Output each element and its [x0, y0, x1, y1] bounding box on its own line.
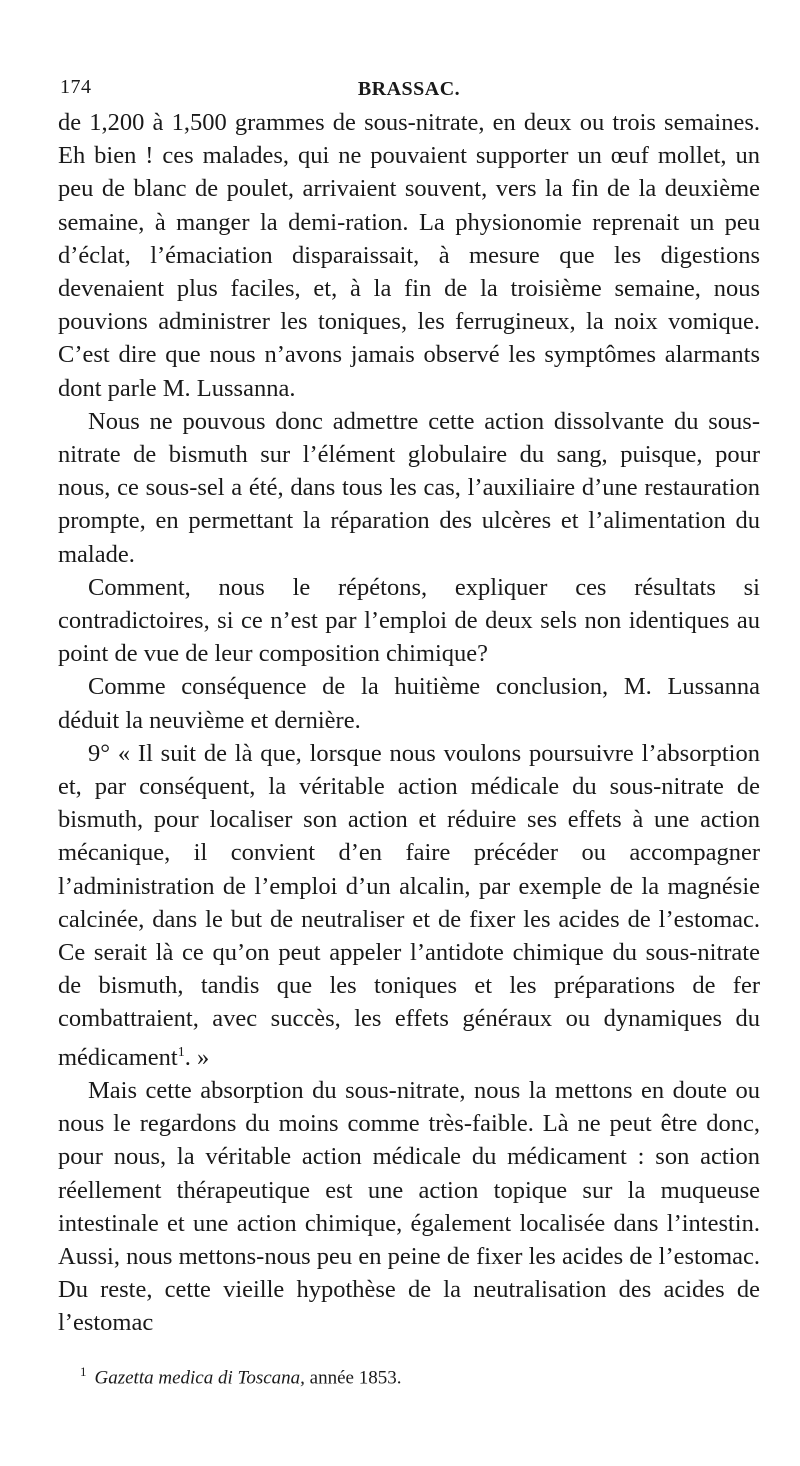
footnote [80, 1364, 401, 1389]
quoted-conclusion [58, 737, 760, 1074]
paragraph: Comme conséquence de la huitième conclusion, M. Lussanna déduit la neuvième et dernière. [58, 673, 760, 734]
running-title: BRASSAC. [357, 78, 461, 100]
body-text [58, 106, 760, 1340]
paragraph: de 1,200 à 1,500 grammes de sous-nitrate, en deux ou trois semaines. Eh bien ! ces malades, qui ne pouvaient supporter un œuf mollet, un peu de blanc de poulet, arrivaient souvent, vers la fin de la deuxième semaine, à manger la demi-ration. La physionomie reprenait un peu d’éclat, l’émaciation disparaissait, à mesure que les digestions devenaient plus faciles, et, à la fin de la troisième semaine, nous pouvions administrer les toniques, les ferrugineux, la noix vomique. C’est dire que nous n’avons jamais observé les symptômes alarmants dont parle M. Lussanna. [58, 109, 760, 402]
paragraph: Mais cette absorption du sous-nitrate, nous la mettons en doute ou nous le regardons du moins comme très-faible. Là ne peut être donc, pour nous, la véritable action médicale du médicament : son action réellement thérapeutique est une action topique sur la muqueuse intestinale et une action chimique, également localisée dans l’intestin. Aussi, nous mettons-nous peu en peine de fixer les acides de l’estomac. Du reste, cette vieille hypothèse de la neutralisation des acides de l’estomac [58, 1077, 760, 1337]
paragraph: Nous ne pouvous donc admettre cette action dissolvante du sous-nitrate de bismuth sur l’élément globulaire du sang, puisque, pour nous, ce sous-sel a été, dans tous les cas, l’auxiliaire d’une restauration prompte, en permettant la réparation des ulcères et l’alimentation du malade. [58, 407, 760, 568]
quoted-conclusion-text: 9° « Il suit de là que, lorsque nous voulons poursuivre l’absorption et, par conséquent, la véritable action médicale du sous-nitrate de bismuth, pour localiser son action et réduire ses effets à une action mécanique, il convient d’en faire précéder ou accompagner l’administration de l’emploi d’un alcalin, par exemple de la magnésie calcinée, dans le but de neutraliser et de fixer les acides de l’estomac. Ce serait là ce qu’on peut appeler l’antidote chimique du sous-nitrate de bismuth, tandis que les toniques et les préparations de fer combattraient, avec succès, les effets généraux ou dynamiques du médicament [58, 739, 760, 1071]
page-number: 174 [60, 76, 92, 98]
footnote-reference: 1 [177, 1044, 185, 1060]
quote-closing: . » [184, 1043, 210, 1071]
running-head [58, 76, 760, 106]
footnote-source: Gazetta medica di Toscana, [94, 1367, 305, 1389]
footnote-year: année 1853. [309, 1367, 402, 1389]
footnote-mark: 1 [80, 1364, 87, 1379]
paragraph: Comment, nous le répétons, expliquer ces résultats si contradictoires, si ce n’est par l’emploi de deux sels non identiques au point de vue de leur composition chimique? [58, 573, 760, 668]
